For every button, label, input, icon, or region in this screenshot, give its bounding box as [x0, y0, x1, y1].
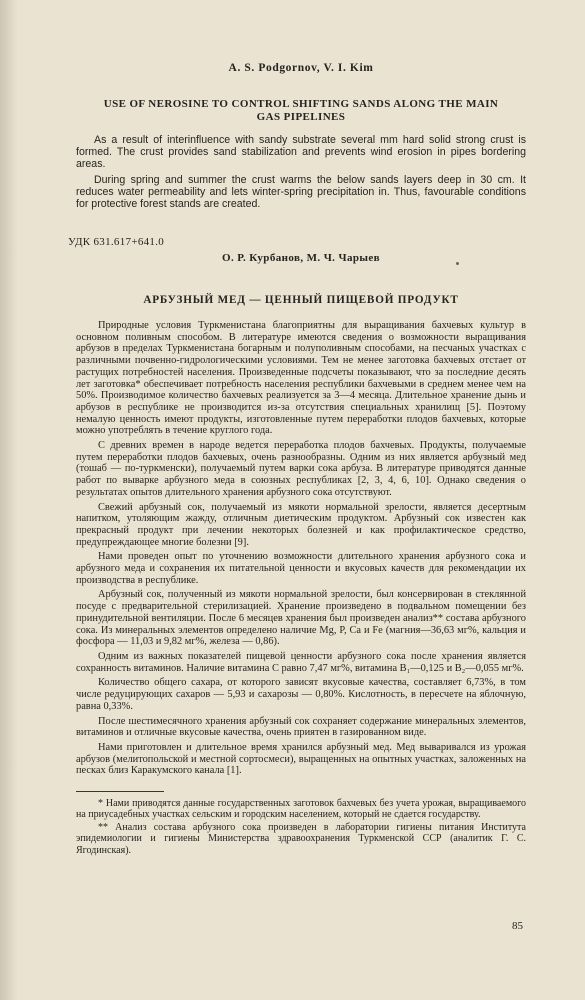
footnote-2: ** Анализ состава арбузного сока произведен в лаборатории гигиены питания Института эпидемиологии и гигиены Министерства здравоохранения Туркменской ССР (аналитик Г. С. Ягодинская).	[76, 821, 526, 856]
russian-article-title: АРБУЗНЫЙ МЕД — ЦЕННЫЙ ПИЩЕВОЙ ПРОДУКТ	[143, 294, 459, 306]
page-content	[68, 62, 526, 856]
body-paragraph-4: Нами проведен опыт по уточнению возможности длительного хранения арбузного сока и арбузного меда и сохранения их питательной ценности и вкусовых качеств для рекомендации их производства в республике.	[76, 551, 526, 586]
russian-article-section	[68, 236, 526, 856]
footnote-divider	[76, 791, 164, 792]
page-number: 85	[512, 920, 523, 932]
footnotes	[76, 798, 526, 856]
english-abstract	[76, 134, 526, 210]
english-title-line-2: GAS PIPELINES	[256, 111, 346, 123]
body-paragraph-7: Количество общего сахара, от которого зависят вкусовые качества, составляет 6,73%, в том числе редуцирующих сахаров — 5,93 и сахарозы — 0,80%. Кислотность, в пересчете на яблочную, равна 0,33%.	[76, 677, 526, 712]
body-paragraph-6: Одним из важных показателей пищевой ценности арбузного сока после хранения является сохранность витаминов. Наличие витамина С равно 7,47 мг%, витамина В₁—0,125 и В₂—0,055 мг%.	[76, 650, 526, 674]
footnote-1: * Нами приводятся данные государственных заготовок бахчевых без учета урожая, выращиваемого на приусадебных участках сельским и городским населением, который не сдается государству.	[76, 798, 526, 821]
english-abstract-section	[76, 62, 526, 210]
abstract-paragraph-1: As a result of interinfluence with sandy substrate several mm hard solid strong crust is formed. The crust provides sand stabilization and prevents wind erosion in pipes bordering areas.	[76, 134, 526, 170]
body-paragraph-8: После шестимесячного хранения арбузный сок сохраняет содержание минеральных элементов, витаминов и отличные вкусовые качества, очень приятен в газированном виде.	[76, 715, 526, 739]
body-paragraph-3: Свежий арбузный сок, получаемый из мякоти нормальной зрелости, является десертным напитком, утоляющим жажду, отличным диетическим продуктом. Арбузный сок известен как прекрасный продукт при лечении некоторых болезней и как профилактическое средство, предупреждающее многие болезни [9].	[76, 501, 526, 548]
abstract-paragraph-2: During spring and summer the crust warms the below sands layers deep in 30 cm. It reduces water permeability and lets winter-spring precipitation in. Thus, favourable conditions for protective forest stands are created.	[76, 174, 526, 210]
english-title-line-1: USE OF NEROSINE TO CONTROL SHIFTING SANDS ALONG THE MAIN	[103, 98, 499, 110]
english-authors: A. S. Podgornov, V. I. Kim	[228, 62, 374, 74]
body-paragraph-1: Природные условия Туркменистана благоприятны для выращивания бахчевых культур в основном поливным способом. В литературе имеются сведения о возможности выращивания арбузов в пределах Туркменистана богарным и полуполивным способами, на песчаных участках с различными почвенно-гидрологическими условиями. Тем не менее заготовка бахчевых отстает от растущих потребностей населения. Произведенные подсчеты показывают, что за последние десять лет заготовка* обеспечивает потребность населения республики бахчевыми в среднем менее чем на 50%. Производимое количество бахчевых реализуется за 3—4 месяца. Длительное хранение дынь и арбузов в республике не производится из-за отсутствия специальных хранилищ [5]. Поэтому немалую ценность имеют продукты, изготовленные путем переработки плодов бахчевых, которые можно употреблять в течение круглого года.	[76, 320, 526, 437]
article-body	[76, 320, 526, 777]
body-paragraph-2: С древних времен в народе ведется переработка плодов бахчевых. Продукты, получаемые путем переработки плодов бахчевых, очень разнообразны. Одним из них является арбузный мед (тошаб — по-туркменски), получаемый путем варки сока арбуза. В литературе приводятся данные работ по выварке арбузного меда в союзных республиках [2, 3, 4, 6, 10]. Однако сведения о результатах опытов длительного хранения арбузного сока отсутствуют.	[76, 440, 526, 498]
body-paragraph-5: Арбузный сок, полученный из мякоти нормальной зрелости, был консервирован в стеклянной посуде с предварительной стерилизацией. Хранение произведено в подвальном помещении без принудительной вентиляции. После 6 месяцев хранения был произведен анализ** состава арбузного сока. Из минеральных элементов определено наличие Mg, P, Ca и Fe (магния—36,63 мг%, кальция и фосфора — 11,03 и 9,82 мг%, железа — 0,86).	[76, 589, 526, 648]
english-article-title	[76, 98, 526, 124]
udc-code: УДК 631.617+641.0	[68, 236, 165, 248]
russian-authors: О. Р. Курбанов, М. Ч. Чарыев	[222, 252, 380, 264]
body-paragraph-9: Нами приготовлен и длительное время хранился арбузный мед. Мед вываривался из урожая арбузов (мелитопольской и местной сортосмеси), выращенных на опытных участках, заложенных на песках близ Каракумского канала [1].	[76, 741, 526, 777]
